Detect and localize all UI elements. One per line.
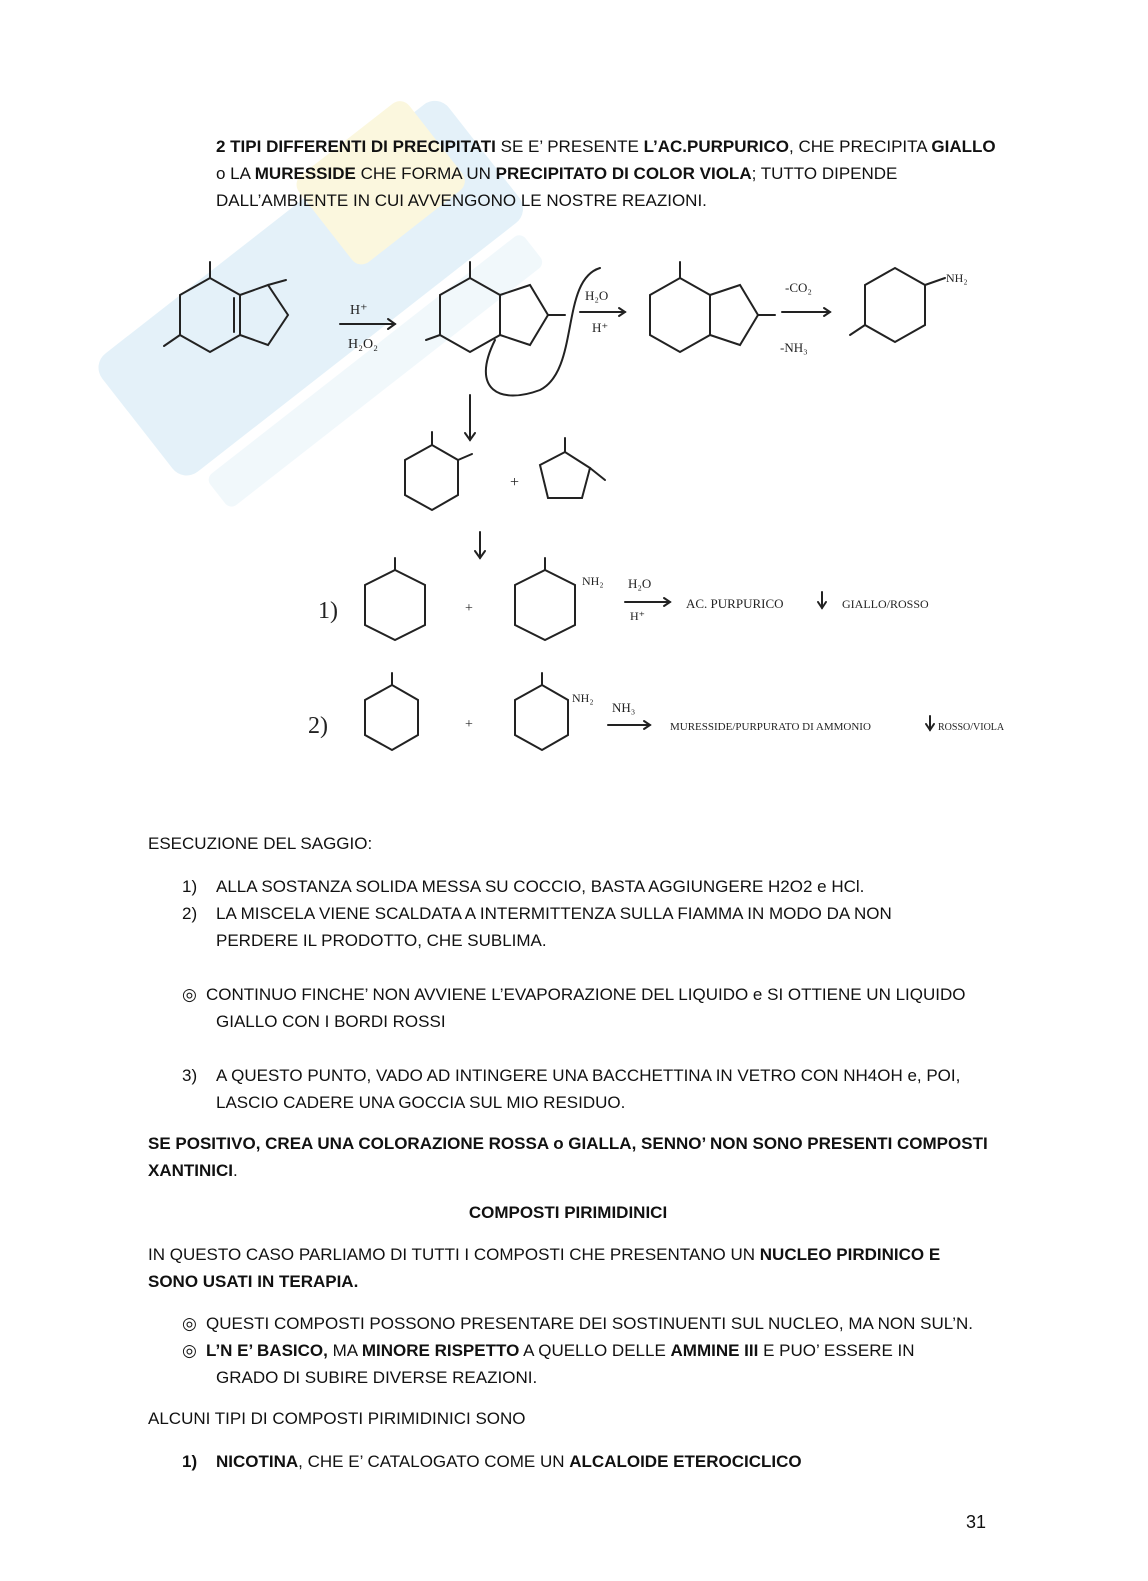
alloxan-structure: [365, 673, 418, 750]
list-item: [182, 1448, 1002, 1475]
bullet-circle-icon: ◎: [182, 1314, 197, 1333]
list-number: 1): [182, 1452, 198, 1471]
label-h2o: H₂O: [585, 288, 609, 303]
step-2-label: 2): [308, 713, 328, 739]
intro-bold-muresside: MURESSIDE: [254, 164, 356, 183]
intro-bold-purpurico: L’AC.PURPURICO: [643, 137, 790, 156]
intermediate-structure: [426, 262, 565, 352]
label-minus-co2: -CO₂: [785, 280, 812, 295]
section-heading-pirimidinici: COMPOSTI PIRIMIDINICI: [468, 1203, 668, 1222]
label-h-plus: H⁺: [350, 303, 368, 318]
amine-structure: [850, 268, 945, 342]
plus-sign: +: [510, 474, 520, 491]
label-minus-nh3: -NH₃: [780, 340, 808, 355]
product-muresside: MURESSIDE/PURPURATO DI AMMONIO: [670, 721, 871, 733]
list-text: LA MISCELA VIENE SCALDATA A INTERMITTENZA SULLA FIAMMA IN MODO DA NON PERDERE IL PRODOTTO, CHE SUBLIMA.: [216, 904, 892, 950]
intro-text: DALL’AMBIENTE IN CUI AVVENGONO LE NOSTRE REAZIONI.: [216, 191, 707, 210]
color-rosso-viola: ROSSO/VIOLA: [938, 722, 1005, 733]
amine-structure: [515, 558, 575, 640]
label-nh3: NH₃: [612, 700, 636, 715]
intro-text: CHE FORMA UN: [355, 164, 496, 183]
list-item: [182, 1062, 1002, 1116]
note-item: [182, 981, 1002, 1035]
note-text: L’N E’ BASICO, MA MINORE RISPETTO A QUELLO DELLE AMMINE III E PUO’ ESSERE IN GRADO DI SUBIRE DIVERSE REAZIONI.: [206, 1341, 915, 1387]
list-number: 1): [182, 877, 198, 896]
intro-paragraph: [216, 133, 1006, 214]
note-text: CONTINUO FINCHE’ NON AVVIENE L’EVAPORAZIONE DEL LIQUIDO e SI OTTIENE UN LIQUIDO GIALLO CON I BORDI ROSSI: [206, 985, 966, 1031]
reaction-scheme: [140, 240, 1020, 800]
alloxan-structure: [365, 558, 425, 640]
positive-result-paragraph: SE POSITIVO, CREA UNA COLORAZIONE ROSSA o GIALLA, SENNO’ NON SONO PRESENTI COMPOSTI XANTINICI.: [148, 1134, 988, 1180]
glycol-structure: [650, 262, 775, 352]
note-text: QUESTI COMPOSTI POSSONO PRESENTARE DEI SOSTINUENTI SUL NUCLEO, MA NON SUL’N.: [206, 1314, 974, 1333]
list-number: 2): [182, 904, 198, 923]
intro-bold-giallo: GIALLO: [931, 137, 996, 156]
intro-bold-viola: PRECIPITATO DI COLOR VIOLA: [495, 164, 752, 183]
amine-structure: [515, 673, 568, 750]
curved-arrow: [486, 268, 600, 396]
xanthine-structure: [164, 262, 288, 352]
alcuni-tipi-text: ALCUNI TIPI DI COMPOSTI PIRIMIDINICI SONO: [148, 1409, 526, 1428]
intro-text: o LA: [216, 164, 255, 183]
label-h2o2: H₂O₂: [348, 337, 378, 352]
product-ac-purpurico: AC. PURPURICO: [686, 596, 784, 611]
note-item: [182, 1310, 1002, 1337]
color-giallo-rosso: GIALLO/ROSSO: [842, 597, 929, 611]
label-h2o: H₂O: [628, 576, 652, 591]
list-text: ALLA SOSTANZA SOLIDA MESSA SU COCCIO, BASTA AGGIUNGERE H2O2 e HCl.: [216, 877, 865, 896]
intro-bold-tipi: 2 TIPI DIFFERENTI DI PRECIPITATI: [216, 137, 496, 156]
bullet-circle-icon: ◎: [182, 1341, 197, 1360]
section-title-esecuzione: ESECUZIONE DEL SAGGIO:: [148, 834, 373, 853]
plus-sign: +: [465, 717, 473, 732]
step-1-label: 1): [318, 598, 338, 624]
imidazole-structure: [540, 438, 605, 498]
page-number: 31: [966, 1512, 987, 1532]
plus-sign: +: [465, 601, 473, 616]
label-nh2: NH₂: [572, 691, 594, 705]
label-nh2: NH₂: [946, 271, 968, 285]
label-nh2: NH₂: [582, 574, 604, 588]
list-number: 3): [182, 1066, 198, 1085]
bullet-circle-icon: ◎: [182, 985, 197, 1004]
alloxan-structure: [405, 432, 472, 510]
intro-text: ; TUTTO DIPENDE: [751, 164, 898, 183]
intro-text: , CHE PRECIPITA: [789, 137, 932, 156]
label-h-plus: H⁺: [630, 609, 645, 623]
list-text: NICOTINA, CHE E’ CATALOGATO COME UN ALCALOIDE ETEROCICLICO: [216, 1452, 802, 1471]
label-h-plus-2: H⁺: [592, 320, 609, 335]
intro-text: SE E’ PRESENTE: [495, 137, 644, 156]
pirimidinici-intro: IN QUESTO CASO PARLIAMO DI TUTTI I COMPOSTI CHE PRESENTANO UN NUCLEO PIRDINICO E SONO USATI IN TERAPIA.: [148, 1245, 941, 1291]
list-text: A QUESTO PUNTO, VADO AD INTINGERE UNA BACCHETTINA IN VETRO CON NH4OH e, POI, LASCIO CADERE UNA GOCCIA SUL MIO RESIDUO.: [216, 1066, 961, 1112]
note-item: [182, 1337, 1002, 1391]
list-item: [182, 873, 1002, 900]
list-item: [182, 900, 1002, 954]
